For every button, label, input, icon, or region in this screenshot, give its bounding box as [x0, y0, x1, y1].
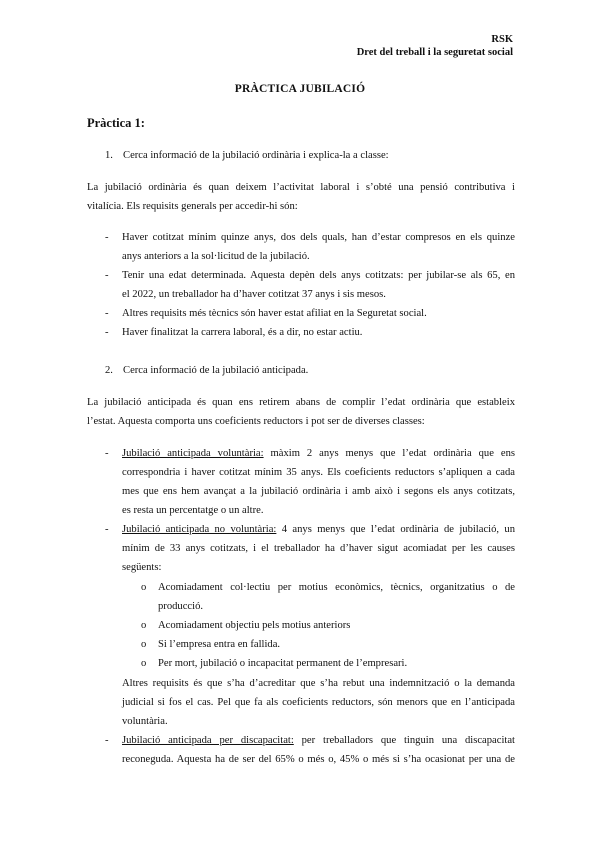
- list-bullet: -: [105, 327, 109, 338]
- list-item-line: [122, 524, 515, 535]
- sublist-bullet: o: [141, 620, 147, 631]
- list-bullet: -: [105, 524, 109, 535]
- list-item-line: correspondria i haver cotitzat mínim 35 anys. Els coeficients reductors s’apliquen a cada: [122, 467, 515, 478]
- list-item-line: voluntària.: [122, 716, 168, 727]
- list-bullet: -: [105, 308, 109, 319]
- list-item-line: mes que ens hem avançat a la jubilació ordinària i amb això i segons els anys cotitzats,: [122, 486, 515, 497]
- paragraph-line: La jubilació anticipada és quan ens retirem abans de complir l’edat ordinària que estableix: [87, 397, 515, 408]
- sublist-item-line: producció.: [158, 601, 204, 612]
- sublist-item-line: Si l’empresa entra en fallida.: [158, 639, 281, 650]
- list-item-line: següents:: [122, 562, 162, 573]
- header-subject: Dret del treball i la seguretat social: [356, 47, 513, 58]
- list-item-line: Haver cotitzat mínim quinze anys, dos dels quals, han d’estar compresos en els quinze: [122, 232, 515, 243]
- list-item-line: [122, 448, 515, 459]
- question-text: Cerca informació de la jubilació anticipada.: [123, 365, 309, 376]
- practice-heading: Pràctica 1:: [87, 116, 145, 130]
- list-item-line: Haver finalitzat la carrera laboral, és a dir, no estar actiu.: [122, 327, 363, 338]
- paragraph-line: vitalícia. Els requisits generals per accedir-hi són:: [87, 201, 298, 212]
- list-item-line: el 2022, un treballador ha d’haver cotitzat 37 anys i sis mesos.: [122, 289, 386, 300]
- list-item-line: [122, 735, 515, 746]
- header-code: RSK: [491, 34, 513, 45]
- question-number: 2.: [105, 365, 113, 376]
- document-title: PRÀCTICA JUBILACIÓ: [234, 83, 366, 95]
- list-item-line: Altres requisits és que s’ha d’acreditar que s’ha rebut una indemnització o la demanda: [122, 678, 515, 689]
- sublist-item-line: Acomiadament objectiu pels motius anteriors: [158, 620, 351, 631]
- paragraph-line: La jubilació ordinària és quan deixem l’activitat laboral i s’obté una pensió contributiva i: [87, 182, 515, 193]
- paragraph-line: l’estat. Aquesta comporta uns coeficients reductors i pot ser de diverses classes:: [87, 416, 425, 427]
- list-bullet: -: [105, 735, 109, 746]
- question-number: 1.: [105, 150, 113, 161]
- sublist-bullet: o: [141, 658, 147, 669]
- list-bullet: -: [105, 270, 109, 281]
- item-label: Jubilació anticipada per discapacitat:: [122, 735, 294, 746]
- item-label: Jubilació anticipada voluntària:: [122, 448, 264, 459]
- item-text: 4 anys menys que l’edat ordinària de jubilació, un: [276, 524, 515, 535]
- sublist-item-line: Per mort, jubilació o incapacitat permanent de l’empresari.: [158, 658, 408, 669]
- list-bullet: -: [105, 448, 109, 459]
- list-item-line: es resta un percentatge o un altre.: [122, 505, 264, 516]
- list-item-line: Tenir una edat determinada. Aquesta depèn dels anys cotitzats: per jubilar-se als 65, en: [122, 270, 515, 281]
- item-label: Jubilació anticipada no voluntària:: [122, 524, 277, 535]
- list-item-line: judicial si fos el cas. Pel que fa als coeficients reductors, són menors que en l’anticipada: [122, 697, 515, 708]
- list-item-line: anys anteriors a la sol·licitud de la jubilació.: [122, 251, 310, 262]
- page-header: [357, 33, 513, 59]
- list-item-line: mínim de 33 anys cotitzats, i el treballador ha d’haver sigut acomiadat per les causes: [122, 543, 515, 554]
- list-item-line: Altres requisits més tècnics són haver estat afiliat en la Seguretat social.: [122, 308, 427, 319]
- list-bullet: -: [105, 232, 109, 243]
- sublist-item-line: Acomiadament col·lectiu per motius econòmics, tècnics, organitzatius o de: [158, 582, 515, 593]
- list-item-line: reconeguda. Aquesta ha de ser del 65% o més o, 45% o més si s’ha ocasionat per una de: [122, 754, 515, 765]
- item-text: per treballadors que tinguin una discapacitat: [293, 735, 515, 746]
- sublist-bullet: o: [141, 582, 147, 593]
- question-text: Cerca informació de la jubilació ordinària i explica-la a classe:: [123, 150, 389, 161]
- sublist-bullet: o: [141, 639, 147, 650]
- item-text: màxim 2 anys menys que l’edat ordinària que ens: [263, 448, 515, 459]
